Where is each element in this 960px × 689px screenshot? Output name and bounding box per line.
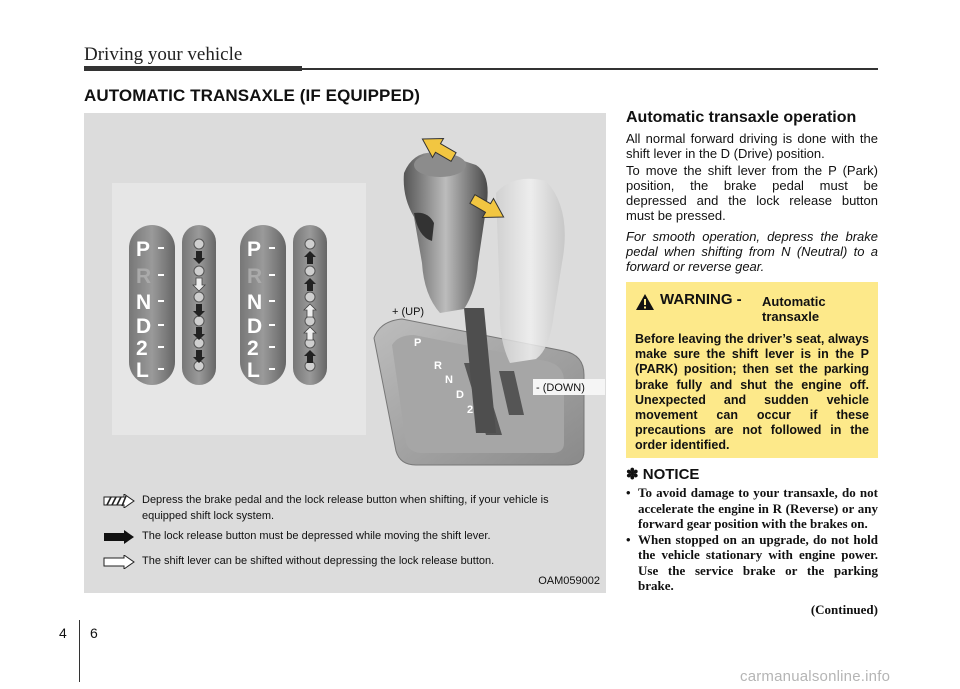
- gate-diagram-right: [240, 225, 327, 385]
- gate-left-l: L: [136, 359, 149, 382]
- gate-left-p: P: [136, 238, 151, 261]
- watermark: carmanualsonline.info: [740, 668, 891, 685]
- continued-label: (Continued): [810, 602, 878, 617]
- operation-paragraph: To move the shift lever from the P (Park) position, the brake pedal must be depressed and the lock release button must be pressed.: [626, 163, 878, 223]
- plate-letter-p: P: [414, 337, 422, 349]
- gate-left-n: N: [136, 291, 152, 314]
- notice-item: • To avoid damage to your transaxle, do not accelerate the engine in R (Reverse) or any forward gear position with the brakes on.: [626, 485, 878, 532]
- up-label: + (UP): [392, 306, 425, 318]
- legend-text: The lock release button must be depressed while moving the shift lever.: [142, 530, 491, 542]
- gate-right-2: 2: [247, 337, 259, 360]
- shift-lever-illustration: [84, 113, 606, 473]
- gate-diagram-left: [129, 225, 216, 385]
- header-title: Driving your vehicle: [84, 44, 243, 65]
- header-rule-thin: [302, 68, 878, 70]
- gate-right-n: N: [247, 291, 263, 314]
- gate-right-r: R: [247, 265, 263, 288]
- notice-list: [626, 485, 878, 594]
- notice-item: • When stopped on an upgrade, do not hold the vehicle stationary with engine power. Use the service brake or the parking brake.: [626, 532, 878, 594]
- gate-left-r: R: [136, 265, 152, 288]
- section-title: AUTOMATIC TRANSAXLE (IF EQUIPPED): [84, 86, 421, 105]
- shift-lever-figure: [84, 113, 606, 593]
- shift-console-illustration: [374, 129, 605, 465]
- header-rule: [84, 66, 302, 71]
- gate-right-p: P: [247, 238, 262, 261]
- chapter-number: 4: [59, 625, 67, 641]
- warning-title: WARNING -: [660, 291, 742, 308]
- outline-arrow-icon: [102, 555, 136, 569]
- warning-body: Before leaving the driver’s seat, always make sure the shift lever is in the P (PARK) position; then set the parking brake fully and shut the engine off. Unexpected and sudden vehicle movement can occur if these precautions are not followed in the order identified.: [635, 332, 869, 453]
- plate-letter-d: D: [456, 389, 464, 401]
- legend-text: Depress the brake pedal and the lock release button when shifting, if your vehicle is equipped shift lock system.: [142, 494, 549, 522]
- warning-icon: [636, 294, 654, 310]
- legend-text: The shift lever can be shifted without depressing the lock release button.: [142, 555, 495, 567]
- gate-right-d: D: [247, 315, 263, 338]
- warning-box: [626, 282, 878, 458]
- solid-arrow-icon: [102, 530, 136, 544]
- hatched-arrow-icon: [102, 494, 136, 508]
- operation-heading: Automatic transaxle operation: [626, 109, 857, 126]
- gate-right-l: L: [247, 359, 260, 382]
- figure-code: OAM059002: [538, 575, 600, 587]
- plate-letter-n: N: [445, 374, 453, 386]
- operation-paragraph: All normal forward driving is done with the shift lever in the D (Drive) position.: [626, 131, 878, 161]
- plate-letter-r: R: [434, 360, 442, 372]
- operation-tip: For smooth operation, depress the brake pedal when shifting from N (Neutral) to a forward or reverse gear.: [626, 229, 878, 274]
- notice-title: ✽ NOTICE: [626, 466, 700, 483]
- plate-letter-2: 2: [467, 404, 474, 416]
- gate-left-2: 2: [136, 337, 148, 360]
- gate-left-d: D: [136, 315, 152, 338]
- page-divider: [79, 620, 80, 682]
- page-number: 6: [90, 625, 98, 641]
- down-label: - (DOWN): [536, 382, 585, 394]
- warning-subtitle: Automatic transaxle: [762, 294, 826, 324]
